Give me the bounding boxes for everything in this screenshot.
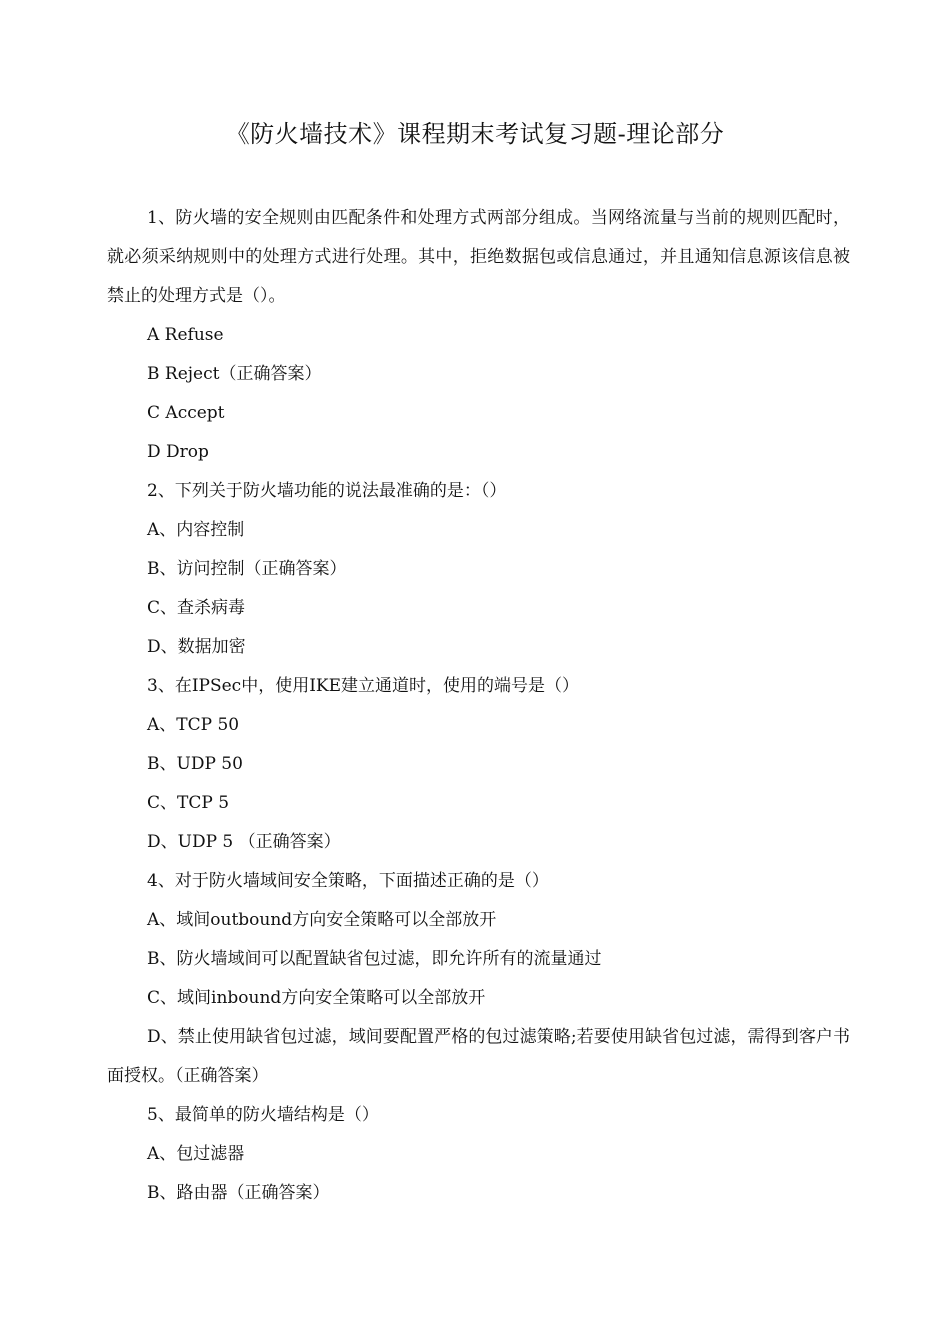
question-2-option-a: A、内容控制	[147, 520, 245, 540]
question-3-option-b: B、UDP 50	[147, 754, 243, 774]
question-1-option-a: A Refuse	[147, 325, 224, 345]
question-4-option-c: C、域间inbound方向安全策略可以全部放开	[147, 988, 486, 1008]
question-5-option-a: A、包过滤器	[147, 1144, 245, 1164]
question-5-option-b: B、路由器（正确答案）	[147, 1183, 330, 1203]
question-4-stem: 4、对于防火墙域间安全策略，下面描述正确的是（）	[147, 871, 549, 891]
question-3-option-c: C、TCP 5	[147, 793, 230, 813]
question-2-option-b: B、访问控制（正确答案）	[147, 559, 347, 579]
document-body	[107, 199, 850, 1213]
question-3-option-d: D、UDP 5 （正确答案）	[147, 832, 341, 852]
question-1-stem: 1、防火墙的安全规则由匹配条件和处理方式两部分组成。当网络流量与当前的规则匹配时，就必须采纳规则中的处理方式进行处理。其中，拒绝数据包或信息通过，并且通知信息源该信息被禁止的处理方式是（）。	[107, 208, 850, 306]
question-2-option-d: D、数据加密	[147, 637, 246, 657]
question-1-option-d: D Drop	[147, 442, 209, 462]
question-4-option-b: B、防火墙域间可以配置缺省包过滤，即允许所有的流量通过	[147, 949, 602, 969]
question-1-option-b: B Reject（正确答案）	[147, 364, 322, 384]
question-2-stem: 2、下列关于防火墙功能的说法最准确的是：（）	[147, 481, 507, 501]
question-1-option-c: C Accept	[147, 403, 225, 423]
question-4-option-a: A、域间outbound方向安全策略可以全部放开	[147, 910, 497, 930]
question-4-option-d: D、禁止使用缺省包过滤，域间要配置严格的包过滤策略;若要使用缺省包过滤，需得到客户书面授权。（正确答案）	[107, 1027, 850, 1086]
question-3-stem: 3、在IPSec中，使用IKE建立通道时，使用的端号是（）	[147, 676, 580, 696]
document-title: 《防火墙技术》课程期末考试复习题-理论部分	[225, 120, 725, 148]
question-5-stem: 5、最简单的防火墙结构是（）	[147, 1105, 379, 1125]
question-3-option-a: A、TCP 50	[147, 715, 240, 735]
question-2-option-c: C、查杀病毒	[147, 598, 246, 618]
